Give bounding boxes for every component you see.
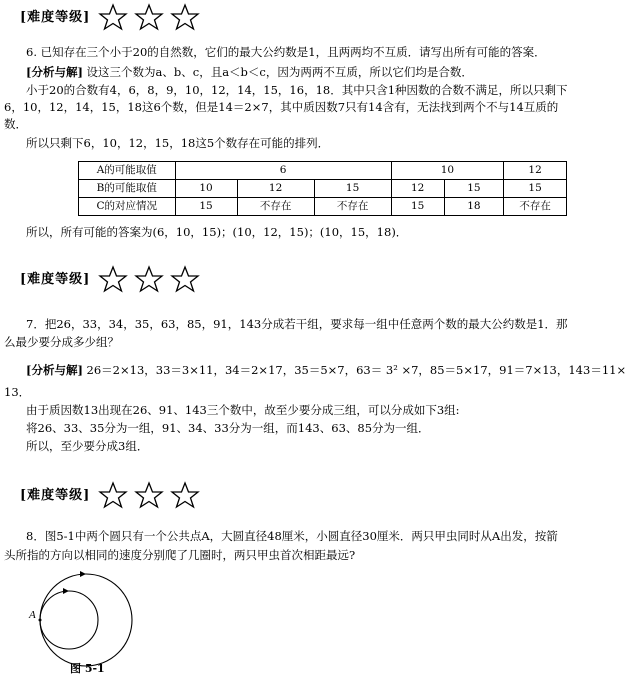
table-cell: 不存在 [314,198,391,216]
big-circle [40,574,132,666]
table-cell: 15 [175,198,237,216]
star-outline-icon [98,481,128,509]
row-a-label: A的可能取值 [79,162,176,180]
star-outline-icon [134,3,164,31]
difficulty-row-2 [20,264,206,294]
q8-question-2: 头所指的方向以相同的速度分别爬了几圈时，两只甲虫首次相距最远? [4,548,356,562]
analysis-tag: [分析与解] [26,363,83,377]
q6-analysis [4,64,561,81]
difficulty-label: [难度等级] [20,487,91,503]
table-row [79,180,567,198]
table-row [79,198,567,216]
star-outline-icon [170,265,200,293]
star-outline-icon [170,3,200,31]
q6-conclusion: 所以，所有可能的答案为(6，10，15)；(10，12，15)；(10，15，18)． [26,225,408,239]
q6-line4: 6，10，12，14，15，18这6个数，但是14＝2×7，其中质因数7只有14含有，无法找到两个不与14互质的 [4,100,559,114]
q6-question: 6. 已知存在三个小于20的自然数，它们的最大公约数是1，且两两均不互质．请写出所有可能的答案． [26,45,546,59]
analysis-tag: [分析与解] [26,65,83,79]
q7-analysis-text: 26＝2×13，33＝3×11，34＝2×17，35＝5×7，63＝ 3² ×7，85＝5×17，91＝7×13，143＝11× [86,363,626,377]
table-cell: 10 [391,162,504,180]
table-cell: 15 [314,180,391,198]
q7-question-1: 7．把26，33，34，35，63，85，91，143分成若干组，要求每一组中任意两个数的最大公约数是1．那 [26,317,568,331]
table-cell: 12 [504,162,567,180]
star-outline-icon [134,481,164,509]
difficulty-row-3 [20,480,206,510]
q6-line6: 所以只剩下6，10，12，15，18这5个数存在可能的排列． [26,136,330,150]
q7-analysis-cont: 13． [4,385,31,399]
difficulty-row-1 [20,2,206,32]
small-circle [40,591,98,649]
point-a-label: A [29,609,36,621]
table-cell: 15 [504,180,567,198]
table-cell: 12 [391,180,444,198]
star-outline-icon [98,3,128,31]
row-b-label: B的可能取值 [79,180,176,198]
star-outline-icon [170,481,200,509]
difficulty-label: [难度等级] [20,9,91,25]
q6-analysis-text: 设这三个数为a、b、c，且a＜b＜c，因为两两不互质，所以它们均是合数． [86,65,473,79]
q7-analysis [4,362,626,379]
figure-caption: 图 5-1 [70,662,105,675]
q6-table [78,161,567,216]
table-cell: 6 [175,162,391,180]
table-row [79,162,567,180]
q7-line-a: 由于质因数13出现在26、91、143三个数中，故至少要分成三组，可以分成如下3组: [26,403,460,417]
table-cell: 12 [237,180,314,198]
figure-5-1 [28,594,138,660]
q6-line3: 小于20的合数有4，6，8，9，10，12，14，15，16，18．其中只含1种因数的合数不满足，所以只剩下 [26,83,568,97]
q6-line5: 数． [4,117,27,131]
arrow-icon [80,571,86,577]
star-outline-icon [98,265,128,293]
table-cell: 15 [444,180,504,198]
point-a [39,619,42,622]
table-cell: 15 [391,198,444,216]
q7-line-b: 将26、33、35分为一组，91、34、33分为一组，而143、63、85分为一组． [26,421,430,435]
table-cell: 不存在 [237,198,314,216]
row-c-label: C的对应情况 [79,198,176,216]
arrow-icon [63,588,69,594]
q8-question-1: 8．图5-1中两个圆只有一个公共点A，大圆直径48厘米，小圆直径30厘米．两只甲虫同时从A出发，按箭 [26,529,558,543]
table-cell: 18 [444,198,504,216]
q7-question-2: 么最少要分成多少组？ [4,335,119,349]
table-cell: 10 [175,180,237,198]
star-outline-icon [134,265,164,293]
difficulty-label: [难度等级] [20,271,91,287]
q7-line-c: 所以，至少要分成3组． [26,439,149,453]
table-cell: 不存在 [504,198,567,216]
